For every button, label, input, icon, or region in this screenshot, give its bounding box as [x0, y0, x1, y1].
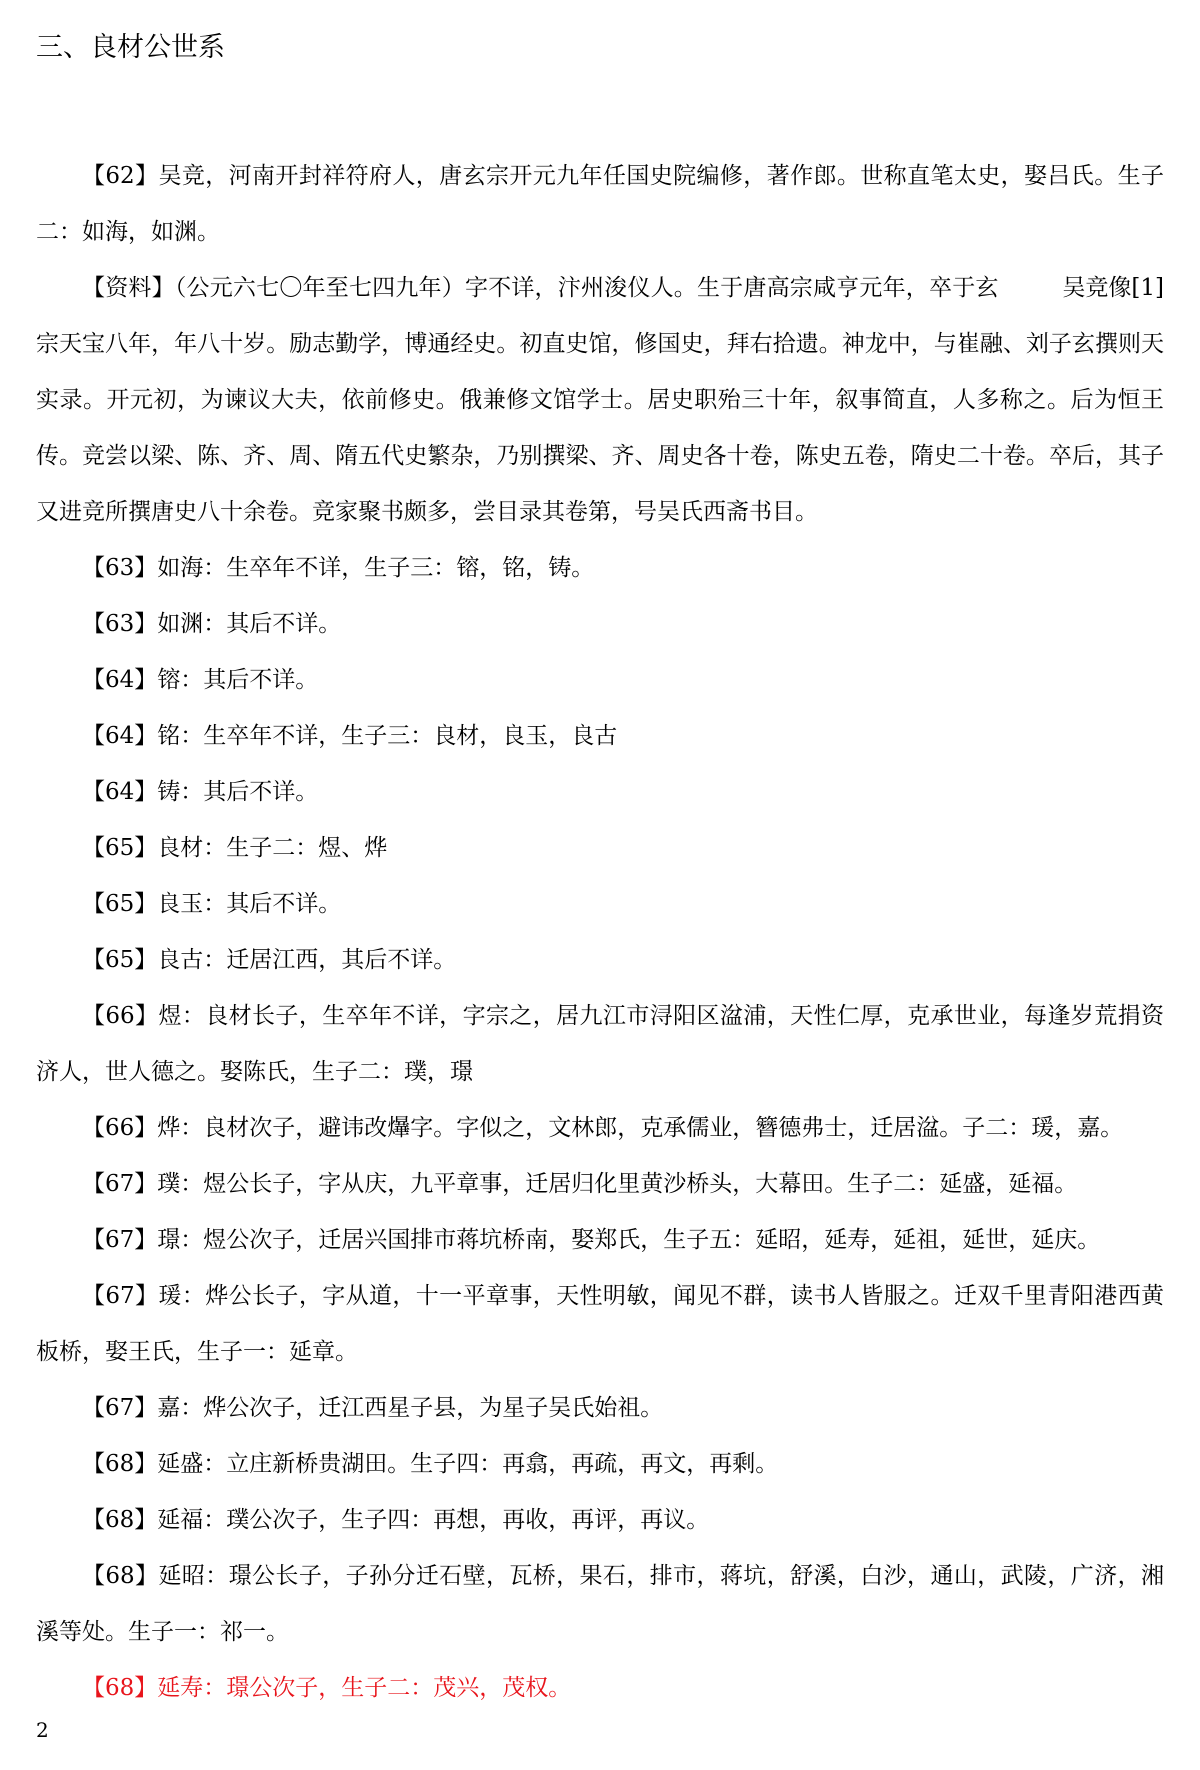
entry-text: （公元六七〇年至七四九年）字不详，汴州浚仪人。生于唐高宗咸亨元年，卒于玄宗天宝八年，年八十岁。励志勤学，博通经史。初直史馆，修国史，拜右拾遗。神龙中，与崔融、刘子玄撰则天实录。开元初，为谏议大夫，依前修史。俄兼修文馆学士。居史职殆三十年，叙事简直，人多称之。后为恒王传。竞尝以梁、陈、齐、周、隋五代史繁杂，乃别撰梁、齐、周史各十卷，陈史五卷，隋史二十卷。卒后，其子又进竞所撰唐史八十余卷。竞家聚书颇多，尝目录其卷第，号吴氏西斋书目。 [36, 275, 1164, 525]
entry-text: 延昭：璟公长子，子孙分迁石壁，瓦桥，果石，排市，蒋坑，舒溪，白沙，通山，武陵，广济，湘溪等处。生子一：祁一。 [36, 1563, 1164, 1645]
generation-tag: 【64】 [82, 667, 158, 693]
generation-tag: 【65】 [82, 947, 158, 973]
entry-text: 璟：煜公次子，迁居兴国排市蒋坑桥南，娶郑氏，生子五：延昭，延寿，延祖，延世，延庆。 [157, 1227, 1101, 1253]
generation-tag: 【63】 [82, 611, 158, 637]
entry-67-pu [36, 1156, 1164, 1212]
generation-tag: 【68】 [82, 1451, 158, 1477]
generation-tag: 【62】 [82, 163, 159, 189]
entry-64-ming [36, 708, 1164, 764]
entry-67-yuan [36, 1268, 1164, 1380]
entry-68-yanzhao [36, 1548, 1164, 1660]
entry-63-ruhai [36, 540, 1164, 596]
entry-text: 吴竞，河南开封祥符府人，唐玄宗开元九年任国史院编修，著作郎。世称直笔太史，娶吕氏。生子二：如海，如渊。 [36, 163, 1164, 245]
generation-tag: 【67】 [82, 1171, 158, 1197]
entry-text: 璞：煜公长子，字从庆，九平章事，迁居归化里黄沙桥头，大幕田。生子二：延盛，延福。 [157, 1171, 1078, 1197]
generation-tag: 【68】 [82, 1563, 159, 1589]
generation-tag: 【66】 [82, 1115, 158, 1141]
entry-text: 良古：迁居江西，其后不详。 [157, 947, 457, 973]
entry-67-jia [36, 1380, 1164, 1436]
generation-tag: 【65】 [82, 835, 158, 861]
generation-tag: 【资料】 [82, 275, 175, 301]
entry-text: 铸：其后不详。 [157, 779, 319, 805]
generation-tag: 【66】 [82, 1003, 159, 1029]
entry-text: 良玉：其后不详。 [157, 891, 342, 917]
entry-text: 如海：生卒年不详，生子三：镕，铭，铸。 [157, 555, 595, 581]
entry-text: 延寿：璟公次子，生子二：茂兴，茂权。 [157, 1675, 572, 1701]
generation-tag: 【67】 [82, 1395, 158, 1421]
entry-65-liangyu [36, 876, 1164, 932]
entry-text: 镕：其后不详。 [157, 667, 319, 693]
portrait-caption: 吴竞像[1] [1062, 275, 1164, 301]
entry-text: 铭：生卒年不详，生子三：良材，良玉，良古 [157, 723, 618, 749]
genealogy-body [36, 148, 1164, 1716]
entry-text: 良材：生子二：煜、烨 [157, 835, 388, 861]
entry-65-lianggu [36, 932, 1164, 988]
entry-68-yanfu [36, 1492, 1164, 1548]
entry-67-jing [36, 1212, 1164, 1268]
entry-text: 瑗：烨公长子，字从道，十一平章事，天性明敏，闻见不群，读书人皆服之。迁双千里青阳港西黄板桥，娶王氏，生子一：延章。 [36, 1283, 1164, 1365]
entry-reference [36, 260, 1164, 540]
generation-tag: 【68】 [82, 1675, 158, 1701]
entry-65-liangcai [36, 820, 1164, 876]
entry-text: 如渊：其后不详。 [157, 611, 342, 637]
generation-tag: 【67】 [82, 1227, 158, 1253]
generation-tag: 【63】 [82, 555, 158, 581]
section-title: 三、良材公世系 [36, 32, 225, 63]
entry-66-ye [36, 1100, 1164, 1156]
generation-tag: 【65】 [82, 891, 158, 917]
entry-64-zhu [36, 764, 1164, 820]
entry-62 [36, 148, 1164, 260]
entry-text: 延福：璞公次子，生子四：再想，再收，再评，再议。 [157, 1507, 710, 1533]
entry-68-yansheng [36, 1436, 1164, 1492]
entry-text: 煜：良材长子，生卒年不详，字宗之，居九江市浔阳区湓浦，天性仁厚，克承世业，每逢岁荒捐资济人，世人德之。娶陈氏，生子二：璞，璟 [36, 1003, 1164, 1085]
generation-tag: 【68】 [82, 1507, 158, 1533]
entry-64-rong [36, 652, 1164, 708]
generation-tag: 【64】 [82, 723, 158, 749]
generation-tag: 【67】 [82, 1283, 159, 1309]
entry-66-yu [36, 988, 1164, 1100]
page-number: 2 [36, 1718, 49, 1742]
entry-text: 嘉：烨公次子，迁江西星子县，为星子吴氏始祖。 [157, 1395, 664, 1421]
entry-63-ruyuan [36, 596, 1164, 652]
entry-text: 延盛：立庄新桥贵湖田。生子四：再翕，再疏，再文，再剩。 [157, 1451, 779, 1477]
entry-text: 烨：良材次子，避讳改爗字。字似之，文林郎，克承儒业，簪德弗士，迁居湓。子二：瑗，嘉。 [157, 1115, 1124, 1141]
entry-68-yanshou-highlighted [36, 1660, 1164, 1716]
generation-tag: 【64】 [82, 779, 158, 805]
